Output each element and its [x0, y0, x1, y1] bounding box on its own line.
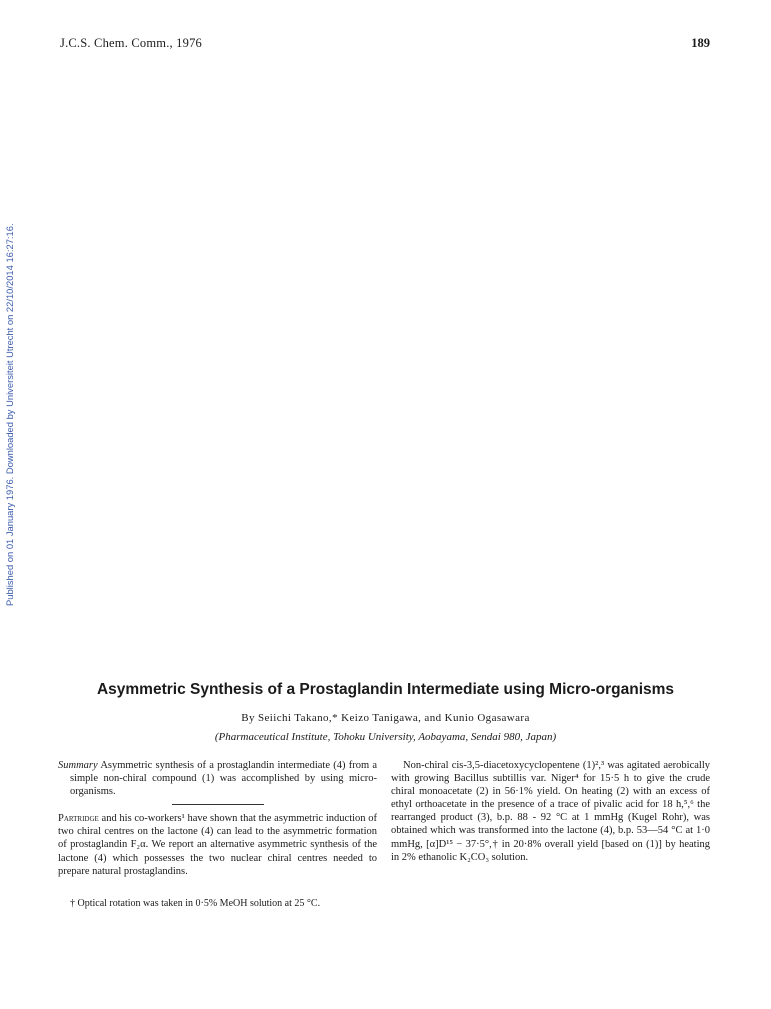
journal-header: J.C.S. Chem. Comm., 1976 [60, 36, 202, 50]
synthesis-paragraph: Non-chiral cis-3,5-diacetoxycyclopentene (1)²,³ was agitated aerobically with growing Bacillus subtillis var. Niger⁴ for 15·5 h to give the crude chiral monoacetate (2) in 56·1% yield. On heating (2) with an excess of ethyl orthoacetate in the presence of a trace of pivalic acid for 18 h,⁵,⁶ the rearranged product (3), b.p. 88 - 92 °C at 1 mmHg (Kugel Rohr), was obtained which was transformed into the lactone (4), b.p. 53—54 °C at 1·0 mmHg, [α]D¹⁵ − 37·5°,† in 20·8% overall yield [based on (1)] by heating in 2% ethanolic K₂CO₃ solution. [391, 760, 710, 863]
page-number: 189 [691, 36, 710, 50]
affiliation-line: (Pharmaceutical Institute, Tohoku University, Aobayama, Sendai 980, Japan) [214, 731, 557, 743]
summary-label: Summary [58, 760, 98, 771]
summary-paragraph [58, 759, 377, 798]
footnote: † Optical rotation was taken in 0·5% MeOH solution at 25 °C. [70, 898, 321, 909]
intro-paragraph [58, 812, 377, 877]
author-line: By Seiichi Takano,* Keizo Tanigawa, and Kunio Ogasawara [241, 712, 530, 724]
intro-lead-author: Partridge [58, 813, 99, 825]
article-title: Asymmetric Synthesis of a Prostaglandin Intermediate using Micro-organisms [96, 681, 675, 698]
summary-text: Asymmetric synthesis of a prostaglandin intermediate (4) from a simple non-chiral compound (1) was accomplished by using micro-organisms. [70, 760, 378, 798]
download-watermark[interactable]: Published on 01 January 1976. Downloaded by Universiteit Utrecht on 22/10/2014 16:27:16. [4, 223, 15, 606]
intro-body: and his co-workers¹ have shown that the asymmetric induction of two chiral centres on the lactone (4) can lead to the asymmetric formation of prostaglandin F₂α. We report an alternative asymmetric synthesis of the lactone (4) which possesses the two nuclear chiral centres needed to prepare natural prostaglandins. [58, 813, 377, 877]
right-column [391, 759, 710, 864]
section-divider [172, 804, 264, 805]
left-column [58, 759, 377, 878]
